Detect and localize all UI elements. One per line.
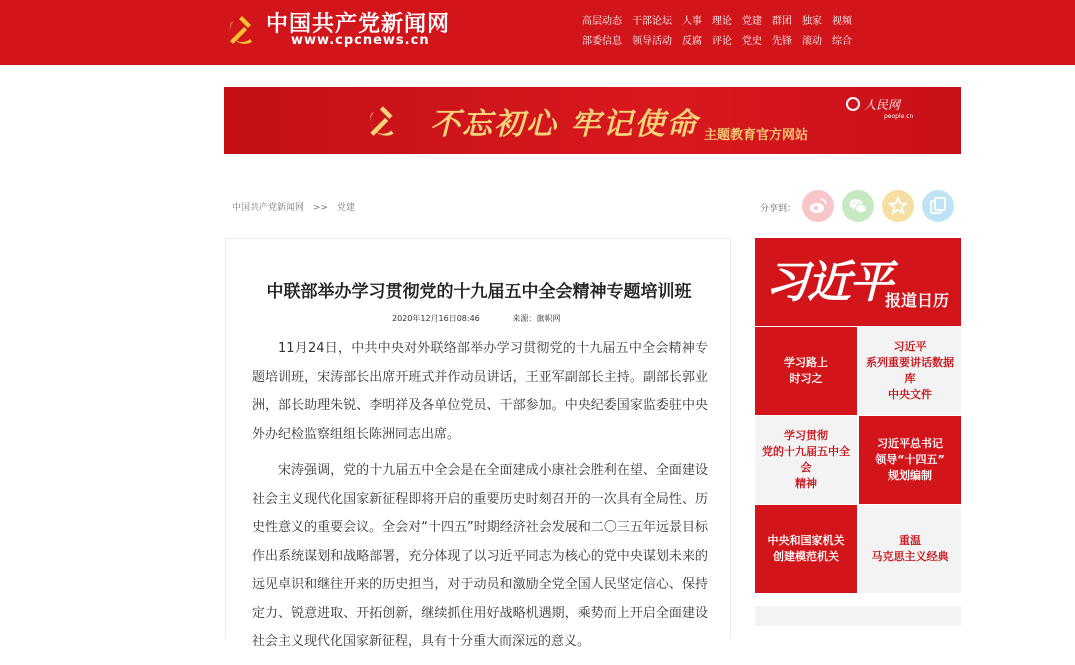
share-copy-button[interactable] <box>922 190 954 222</box>
breadcrumb-separator: >> <box>312 203 328 213</box>
nav-item[interactable]: 高层动态 <box>582 15 622 27</box>
banner-slogan: 不忘初心 牢记使命 <box>430 107 699 142</box>
article-paragraph: 11月24日，中共中央对外联络部举办学习贯彻党的十九届五中全会精神专题培训班，宋涛部长出席开班式并作动员讲话，王亚军副部长主持。副部长郭业洲，部长助理朱锐、李明祥及各单位党员、干部参加。中央纪委国家监委驻中央外办纪检监察组组长陈洲同志出席。 <box>252 341 708 442</box>
nav-item[interactable]: 视频 <box>832 15 852 27</box>
nav-row-2 <box>582 29 892 49</box>
sidebar-header-title: 习近平 <box>765 257 891 308</box>
sidebar-tile[interactable] <box>859 505 961 593</box>
tile-label: 学习贯彻 党的十九届五中全会 精神 <box>762 429 850 490</box>
banner-subtitle: 主题教育官方网站 <box>704 128 809 143</box>
breadcrumb <box>232 200 355 213</box>
tile-label: 学习路上 时习之 <box>784 356 828 385</box>
site-title[interactable]: 中国共产党新闻网 <box>266 12 451 37</box>
nav-item[interactable]: 领导活动 <box>632 35 672 47</box>
article-date: 2020年12月16日08:46 <box>392 314 480 323</box>
main-nav <box>582 9 892 49</box>
sidebar-tile[interactable] <box>755 416 857 504</box>
nav-item[interactable]: 党史 <box>742 35 762 47</box>
sidebar-footer-strip <box>755 606 961 626</box>
wechat-icon <box>848 196 868 216</box>
nav-row-1 <box>582 9 892 29</box>
article-source[interactable]: 来源：旗帜网 <box>512 314 561 323</box>
share-wechat-button[interactable] <box>842 190 874 222</box>
people-logo: 人民网 <box>864 98 901 112</box>
nav-item[interactable]: 先锋 <box>772 35 792 47</box>
tile-label: 中央和国家机关 创建模范机关 <box>767 534 845 563</box>
nav-item[interactable]: 群团 <box>772 15 792 27</box>
sidebar-tile[interactable] <box>859 416 961 504</box>
sidebar-tile[interactable] <box>859 327 961 415</box>
sidebar-tile[interactable] <box>755 327 857 415</box>
share-label: 分享到： <box>760 204 797 214</box>
theme-banner[interactable] <box>224 87 961 154</box>
share-weibo-button[interactable] <box>802 190 834 222</box>
party-emblem-icon <box>364 101 402 139</box>
breadcrumb-home[interactable]: 中国共产党新闻网 <box>232 203 305 213</box>
nav-item[interactable]: 干部论坛 <box>632 15 672 27</box>
nav-item[interactable]: 党建 <box>742 15 762 27</box>
nav-item[interactable]: 反腐 <box>682 35 702 47</box>
xi-report-calendar-banner[interactable] <box>755 238 961 326</box>
tile-label: 习近平 系列重要讲话数据库 中央文件 <box>866 340 954 401</box>
nav-item[interactable]: 部委信息 <box>582 35 622 47</box>
article-meta <box>392 313 560 324</box>
nav-item[interactable]: 独家 <box>802 15 822 27</box>
people-logo-icon <box>846 97 860 111</box>
party-emblem-icon[interactable] <box>224 11 260 47</box>
sidebar-header-tag: 报道日历 <box>885 291 950 310</box>
article-paragraph: 宋涛强调，党的十九届五中全会是在全面建成小康社会胜利在望、全面建设社会主义现代化国家新征程即将开启的重要历史时刻召开的一次具有全局性、历史性意义的重要会议。全会对“十四五”时期经济社会发展和二〇三五年远景目标作出系统谋划和战略部署，充分体现了以习近平同志为核心的党中央谋划未来的远见卓识和继往开来的历史担当，对于动员和激励全党全国人民坚定信心、保持定力、锐意进取、开拓创新，继续抓住用好战略机遇期，乘势而上开启全面建设社会主义现代化国家新征程，具有十分重大而深远的意义。 <box>252 463 708 649</box>
qzone-icon <box>888 196 908 216</box>
article <box>225 238 731 649</box>
site-url: www.cpcnews.cn <box>291 33 430 48</box>
article-title: 中联部举办学习贯彻党的十九届五中全会精神专题培训班 <box>266 282 692 302</box>
tile-label: 重温 马克思主义经典 <box>871 534 949 563</box>
people-url: people.cn <box>884 113 914 120</box>
copy-icon <box>928 196 948 216</box>
share-qzone-button[interactable] <box>882 190 914 222</box>
nav-item[interactable]: 人事 <box>682 15 702 27</box>
article-body <box>252 335 708 665</box>
nav-item[interactable]: 滚动 <box>802 35 822 47</box>
tile-label: 习近平总书记 领导“十四五” 规划编制 <box>875 437 945 482</box>
nav-item[interactable]: 评论 <box>712 35 732 47</box>
weibo-icon <box>808 196 828 216</box>
site-header <box>0 0 1075 65</box>
sidebar-tile[interactable] <box>755 505 857 593</box>
nav-item[interactable]: 理论 <box>712 15 732 27</box>
nav-item[interactable]: 综合 <box>832 35 852 47</box>
breadcrumb-section[interactable]: 党建 <box>336 203 355 213</box>
